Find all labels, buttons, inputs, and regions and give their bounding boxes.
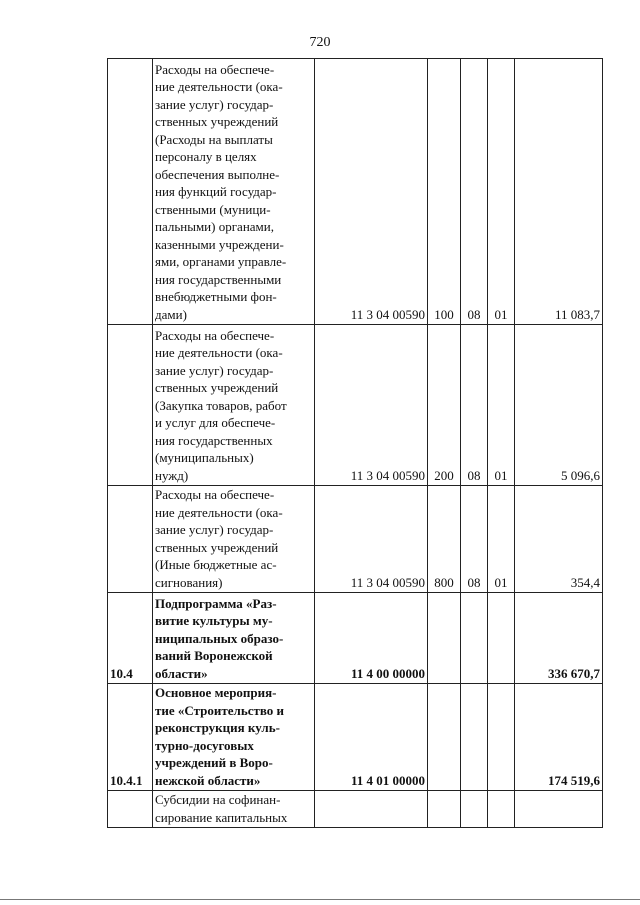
row-name xyxy=(153,486,315,593)
row-expense-type xyxy=(428,684,461,791)
row-name-line: ственных учреждений xyxy=(155,380,279,395)
row-name-line: (Закупка товаров, работ xyxy=(155,397,287,413)
row-name-line: ния государственных xyxy=(155,432,273,448)
row-number: 10.4 xyxy=(108,593,153,684)
row-section: 08 xyxy=(461,486,488,593)
budget-table xyxy=(107,58,603,828)
row-name-line: нежской области» xyxy=(155,772,261,788)
row-name-line: (Расходы на выплаты xyxy=(155,131,273,147)
table-row xyxy=(108,593,603,684)
row-name-line: тие «Строительство и xyxy=(155,702,285,718)
row-amount: 11 083,7 xyxy=(515,59,603,325)
row-name-line: и услуг для обеспече- xyxy=(155,415,276,430)
row-name-line: сирование капитальных xyxy=(155,809,288,825)
row-name-line: ние деятельности (ока- xyxy=(155,345,283,360)
table-row xyxy=(108,486,603,593)
row-amount xyxy=(515,791,603,828)
row-subsection: 01 xyxy=(488,325,515,486)
row-number xyxy=(108,59,153,325)
row-name-line: Расходы на обеспече- xyxy=(155,487,275,502)
row-name-line: пальными) органами, xyxy=(155,219,274,234)
row-target-code: 11 4 01 00000 xyxy=(315,684,428,791)
row-name-line: области» xyxy=(155,665,208,681)
row-name xyxy=(153,684,315,791)
row-name xyxy=(153,59,315,325)
row-name-line: учреждений в Воро- xyxy=(155,755,273,770)
row-name-line: (муниципальных) xyxy=(155,450,254,465)
row-name-line: ния функций государ- xyxy=(155,184,277,199)
row-name xyxy=(153,791,315,828)
row-name-line: ние деятельности (ока- xyxy=(155,79,283,94)
row-name-line: ваний Воронежской xyxy=(155,648,273,663)
row-name-line: внебюджетными фон- xyxy=(155,289,277,304)
row-name-line: Расходы на обеспече- xyxy=(155,61,275,77)
row-name-line: витие культуры му- xyxy=(155,613,273,628)
row-name-line: Субсидии на софинан- xyxy=(155,792,281,807)
row-expense-type xyxy=(428,593,461,684)
row-section: 08 xyxy=(461,325,488,486)
row-subsection: 01 xyxy=(488,486,515,593)
row-name-line: зание услуг) государ- xyxy=(155,362,274,378)
row-name-line: ственными (муници- xyxy=(155,201,271,217)
row-name-line: зание услуг) государ- xyxy=(155,522,274,537)
row-name-line: ственных учреждений xyxy=(155,114,279,129)
row-target-code: 11 3 04 00590 xyxy=(315,486,428,593)
row-number xyxy=(108,486,153,593)
table-row xyxy=(108,684,603,791)
row-name-line: (Иные бюджетные ас- xyxy=(155,557,277,572)
bottom-rule xyxy=(0,899,640,900)
row-target-code: 11 3 04 00590 xyxy=(315,325,428,486)
row-name-line: Расходы на обеспече- xyxy=(155,327,275,343)
row-name-line: ниципальных образо- xyxy=(155,630,284,646)
row-amount: 5 096,6 xyxy=(515,325,603,486)
row-name-line: обеспечения выполне- xyxy=(155,166,280,182)
row-name-line: реконструкция куль- xyxy=(155,720,280,735)
row-name-line: сигнования) xyxy=(155,574,223,590)
row-amount: 174 519,6 xyxy=(515,684,603,791)
row-subsection xyxy=(488,684,515,791)
row-number xyxy=(108,791,153,828)
row-name-line: ния государственными xyxy=(155,271,282,287)
row-name-line: ями, органами управле- xyxy=(155,254,287,269)
row-section xyxy=(461,593,488,684)
row-name-line: зание услуг) государ- xyxy=(155,96,274,112)
row-target-code: 11 4 00 00000 xyxy=(315,593,428,684)
row-expense-type xyxy=(428,791,461,828)
page-number: 720 xyxy=(309,35,331,50)
row-expense-type: 200 xyxy=(428,325,461,486)
row-amount: 354,4 xyxy=(515,486,603,593)
table-row xyxy=(108,59,603,325)
row-number xyxy=(108,325,153,486)
row-subsection: 01 xyxy=(488,59,515,325)
row-name-line: нужд) xyxy=(155,467,189,483)
row-name xyxy=(153,593,315,684)
row-section xyxy=(461,684,488,791)
row-expense-type: 100 xyxy=(428,59,461,325)
row-name-line: дами) xyxy=(155,306,187,322)
row-subsection xyxy=(488,791,515,828)
table-body xyxy=(108,59,603,828)
row-target-code xyxy=(315,791,428,828)
row-name-line: персоналу в целях xyxy=(155,149,257,164)
row-target-code: 11 3 04 00590 xyxy=(315,59,428,325)
row-section xyxy=(461,791,488,828)
row-name-line: турно-досуговых xyxy=(155,737,254,753)
row-section: 08 xyxy=(461,59,488,325)
row-name-line: казенными учреждени- xyxy=(155,236,284,252)
row-name-line: Подпрограмма «Раз- xyxy=(155,595,277,611)
row-number: 10.4.1 xyxy=(108,684,153,791)
table-row xyxy=(108,325,603,486)
row-name-line: ственных учреждений xyxy=(155,539,279,555)
row-subsection xyxy=(488,593,515,684)
row-name xyxy=(153,325,315,486)
row-name-line: Основное мероприя- xyxy=(155,685,277,700)
row-amount: 336 670,7 xyxy=(515,593,603,684)
row-name-line: ние деятельности (ока- xyxy=(155,504,283,520)
row-expense-type: 800 xyxy=(428,486,461,593)
table-row xyxy=(108,791,603,828)
